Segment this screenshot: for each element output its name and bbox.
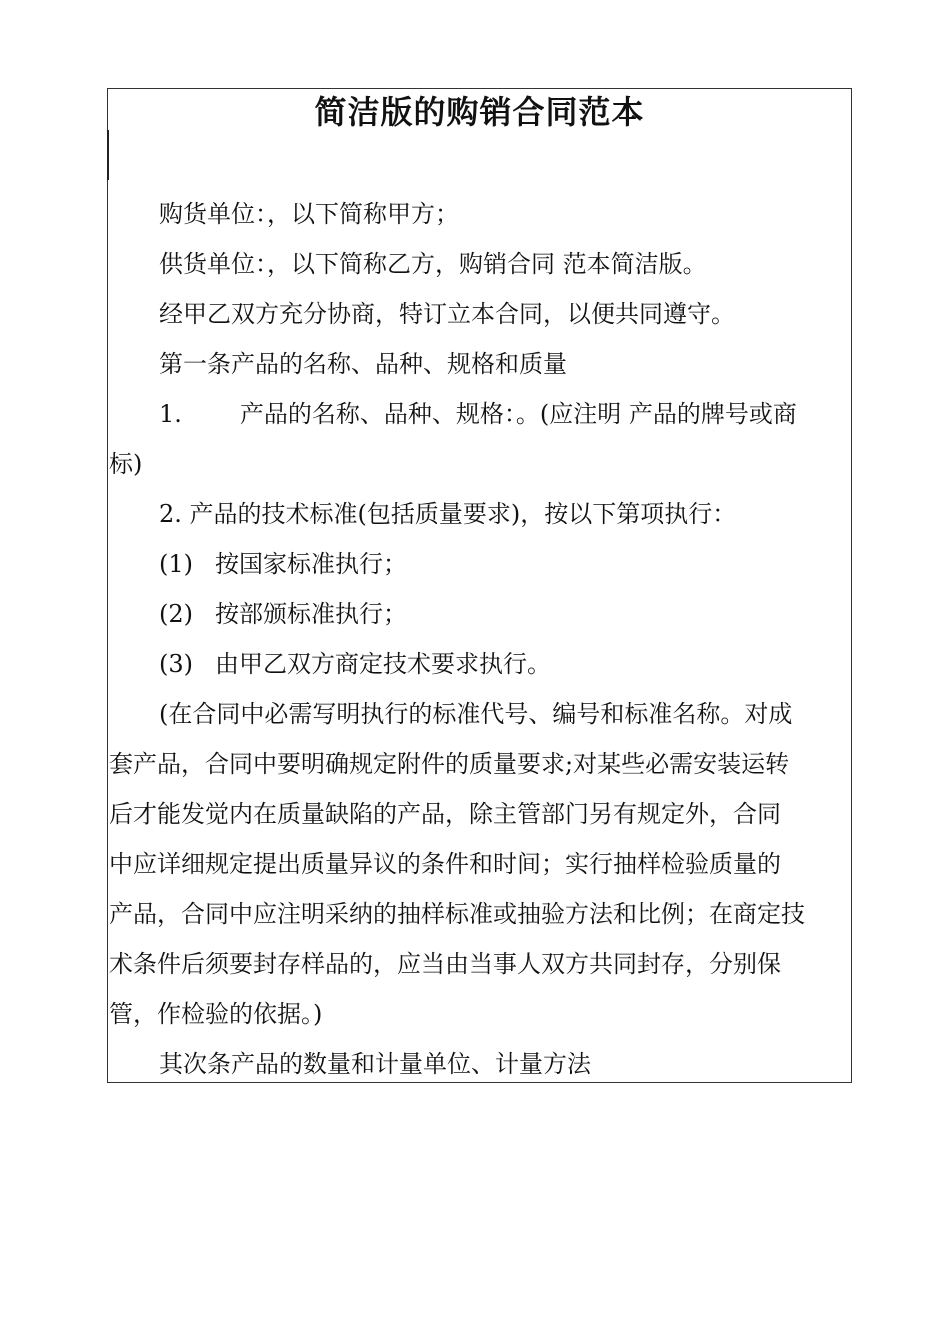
item1-text: 产品的名称、品种、规格：。(应注明 产品的牌号或商	[239, 400, 797, 428]
agreement-line: 经甲乙双方充分协商，特订立本合同，以便共同遵守。	[159, 300, 735, 328]
note-line-2: 套产品，合同中要明确规定附件的质量要求;对某些必需安装运转	[109, 750, 790, 778]
buyer-line: 购货单位：，以下简称甲方；	[159, 200, 459, 228]
note-line-6: 术条件后须要封存样品的，应当由当事人双方共同封存，分别保	[109, 950, 781, 978]
note-line-4: 中应详细规定提出质量异议的条件和时间；实行抽样检验质量的	[109, 850, 781, 878]
item1-line	[109, 396, 902, 432]
sub-item-3-number: (3)	[159, 650, 193, 678]
sub-item-1-text: 按国家标准执行；	[215, 550, 407, 578]
item1-continuation: 标)	[109, 450, 143, 478]
note-line-1: (在合同中必需写明执行的标准代号、编号和标准名称。对成	[159, 700, 793, 728]
sub-item-3-text: 由甲乙双方商定技术要求执行。	[215, 650, 551, 678]
document-frame	[107, 88, 852, 1083]
note-line-7: 管，作检验的依据。)	[109, 1000, 323, 1028]
sub-item-2	[109, 596, 902, 632]
supplier-line: 供货单位：，以下简称乙方，购销合同 范本简洁版。	[159, 250, 707, 278]
document-title: 简洁版的购销合同范本	[314, 93, 645, 131]
left-margin-mark	[107, 130, 109, 180]
sub-item-2-number: (2)	[159, 600, 193, 628]
note-line-5: 产品，合同中应注明采纳的抽样标准或抽验方法和比例；在商定技	[109, 900, 805, 928]
item2-line: 2. 产品的技术标准(包括质量要求)，按以下第项执行：	[159, 500, 737, 528]
item1-number: 1.	[159, 400, 182, 428]
sub-item-2-text: 按部颁标准执行；	[215, 600, 407, 628]
sub-item-1	[109, 546, 902, 582]
note-line-3: 后才能发觉内在质量缺陷的产品，除主管部门另有规定外，合同	[109, 800, 781, 828]
sub-item-3	[109, 646, 902, 682]
article1-heading: 第一条产品的名称、品种、规格和质量	[159, 350, 567, 378]
article2-heading: 其次条产品的数量和计量单位、计量方法	[159, 1050, 591, 1078]
sub-item-1-number: (1)	[159, 550, 193, 578]
